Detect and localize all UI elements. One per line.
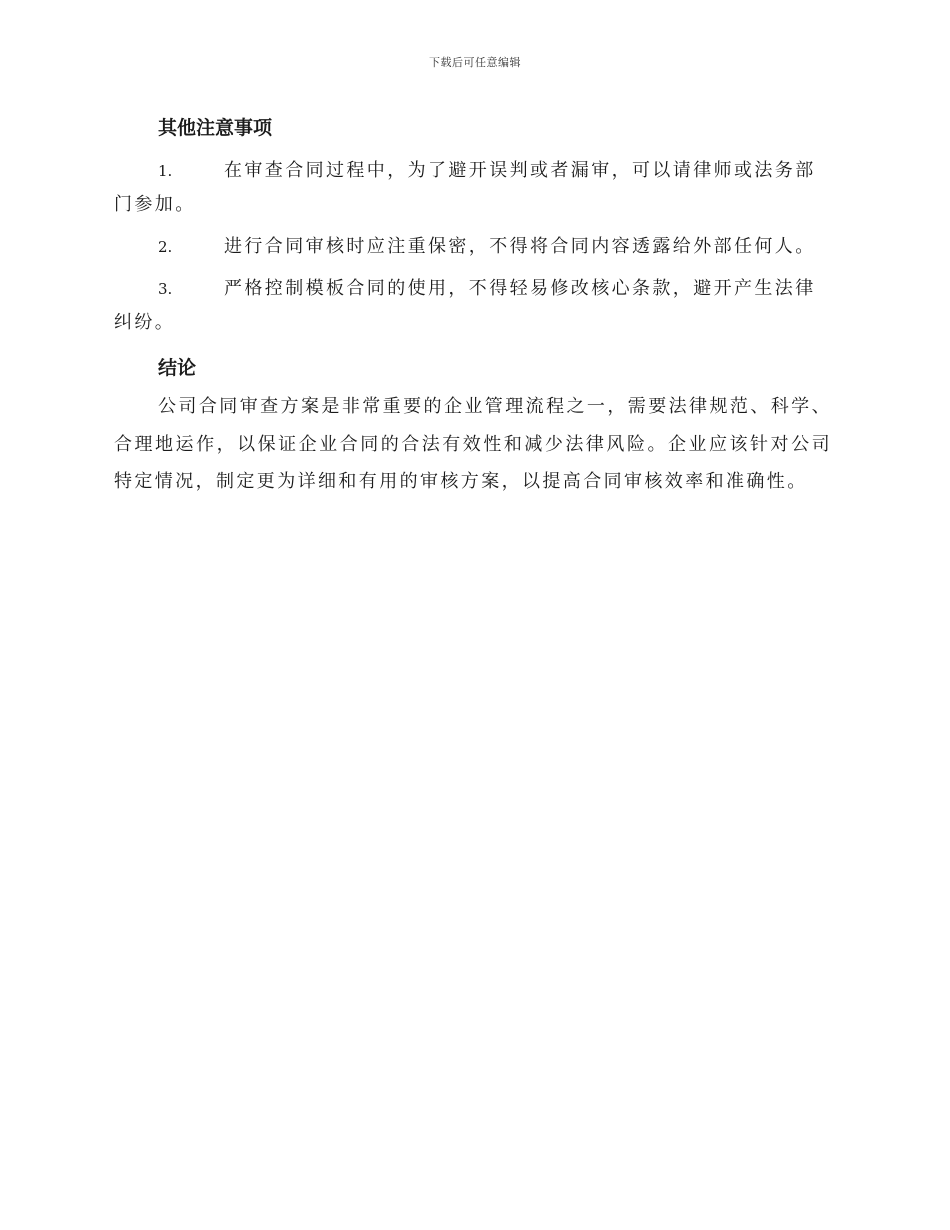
list-item-number: 1. <box>158 162 173 180</box>
conclusion-paragraph: 公司合同审查方案是非常重要的企业管理流程之一，需要法律规范、科学、合理地运作，以保证企业合同的合法有效性和减少法律风险。企业应该针对公司特定情况，制定更为详细和有用的审核方案，以提高合同审核效率和准确性。 <box>114 396 832 492</box>
list-item-text: 严格控制模板合同的使用，不得轻易修改核心条款，避开产生法律纠纷。 <box>114 278 816 333</box>
list-item-text: 在审查合同过程中，为了避开误判或者漏审，可以请律师或法务部门参加。 <box>114 160 816 215</box>
list-item <box>114 230 832 264</box>
list-item-text: 进行合同审核时应注重保密，不得将合同内容透露给外部任何人。 <box>224 236 816 257</box>
list-item <box>114 154 832 222</box>
list-item-number: 2. <box>158 238 173 256</box>
list-item <box>114 272 832 340</box>
header-note: 下载后可任意编辑 <box>429 56 521 69</box>
document-content <box>114 110 832 501</box>
section-heading-notes: 其他注意事项 <box>158 117 273 139</box>
section-heading-conclusion: 结论 <box>158 357 197 379</box>
list-item-number: 3. <box>158 280 173 298</box>
